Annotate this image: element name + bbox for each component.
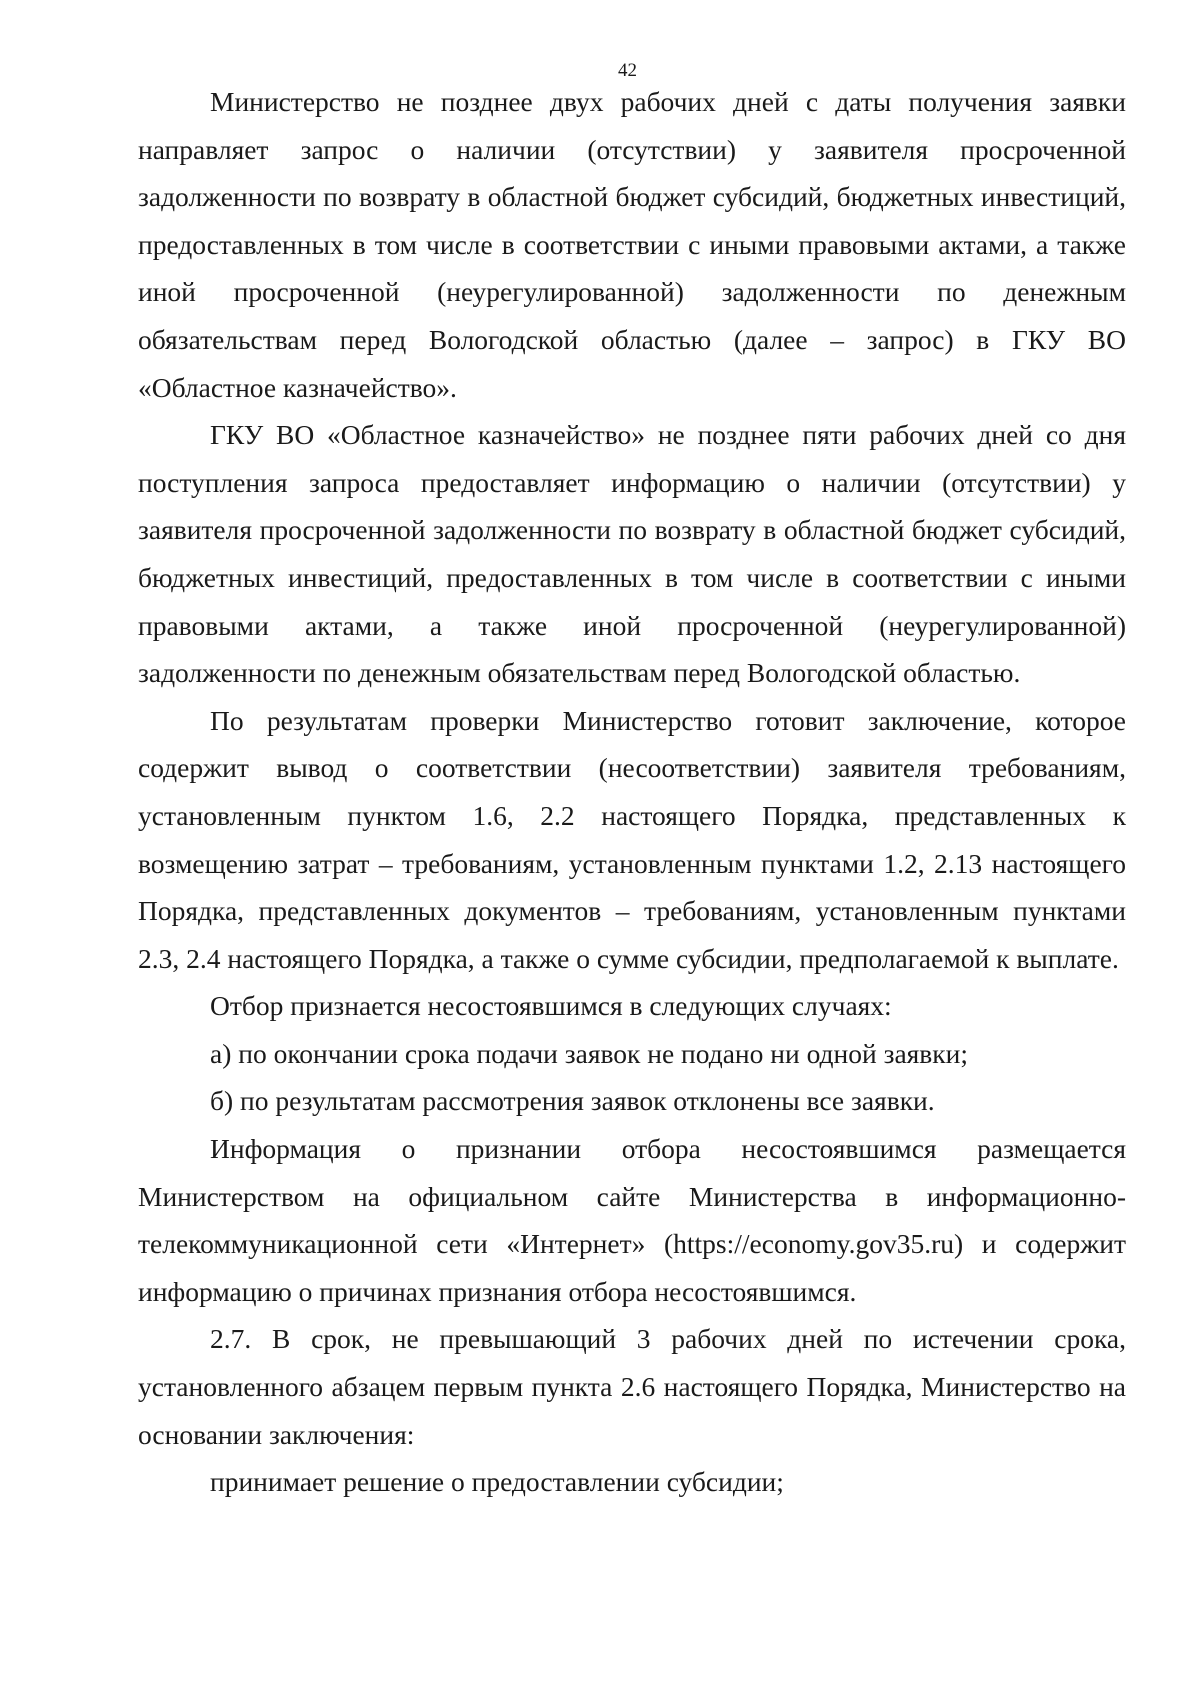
document-body bbox=[138, 78, 1126, 1506]
paragraph-decision: принимает решение о предоставлении субсидии; bbox=[210, 1466, 784, 1498]
paragraph-selection-failed: Отбор признается несостоявшимся в следующих случаях: bbox=[210, 990, 892, 1022]
paragraph-conclusion: По результатам проверки Министерство готовит заключение, которое содержит вывод о соответствии (несоответствии) заявителя требованиям, установленным пунктом 1.6, 2.2 настоящего Порядка, представленных к возмещению затрат – требованиям, установленным пунктами 1.2, 2.13 настоящего Порядка, представленных документов – требованиям, установленным пунктами 2.3, 2.4 настоящего Порядка, а также о сумме субсидии, предполагаемой к выплате. bbox=[138, 704, 1126, 974]
page-number: 42 bbox=[618, 60, 637, 81]
list-item-a: а) по окончании срока подачи заявок не подано ни одной заявки; bbox=[210, 1037, 968, 1069]
paragraph-publication-info: Информация о признании отбора несостоявшимся размещается Министерством на официальном сайте Министерства в информационно-телекоммуникационной сети «Интернет» (https://economy.gov35.ru) и содержит информацию о причинах признания отбора несостоявшимся. bbox=[138, 1133, 1126, 1307]
paragraph-treasury-response: ГКУ ВО «Областное казначейство» не позднее пяти рабочих дней со дня поступления запроса предоставляет информацию о наличии (отсутствии) у заявителя просроченной задолженности по возврату в областной бюджет субсидий, бюджетных инвестиций, предоставленных в том числе в соответствии с иными правовыми актами, а также иной просроченной (неурегулированной) задолженности по денежным обязательствам перед Вологодской областью. bbox=[138, 419, 1126, 689]
paragraph-section-2-7: 2.7. В срок, не превышающий 3 рабочих дней по истечении срока, установленного абзацем первым пункта 2.6 настоящего Порядка, Министерство на основании заключения: bbox=[138, 1323, 1126, 1450]
list-item-b: б) по результатам рассмотрения заявок отклонены все заявки. bbox=[210, 1085, 935, 1117]
paragraph-ministry-request: Министерство не позднее двух рабочих дней с даты получения заявки направляет запрос о наличии (отсутствии) у заявителя просроченной задолженности по возврату в областной бюджет субсидий, бюджетных инвестиций, предоставленных в том числе в соответствии с иными правовыми актами, а также иной просроченной (неурегулированной) задолженности по денежным обязательствам перед Вологодской областью (далее – запрос) в ГКУ ВО «Областное казначейство». bbox=[138, 86, 1126, 403]
